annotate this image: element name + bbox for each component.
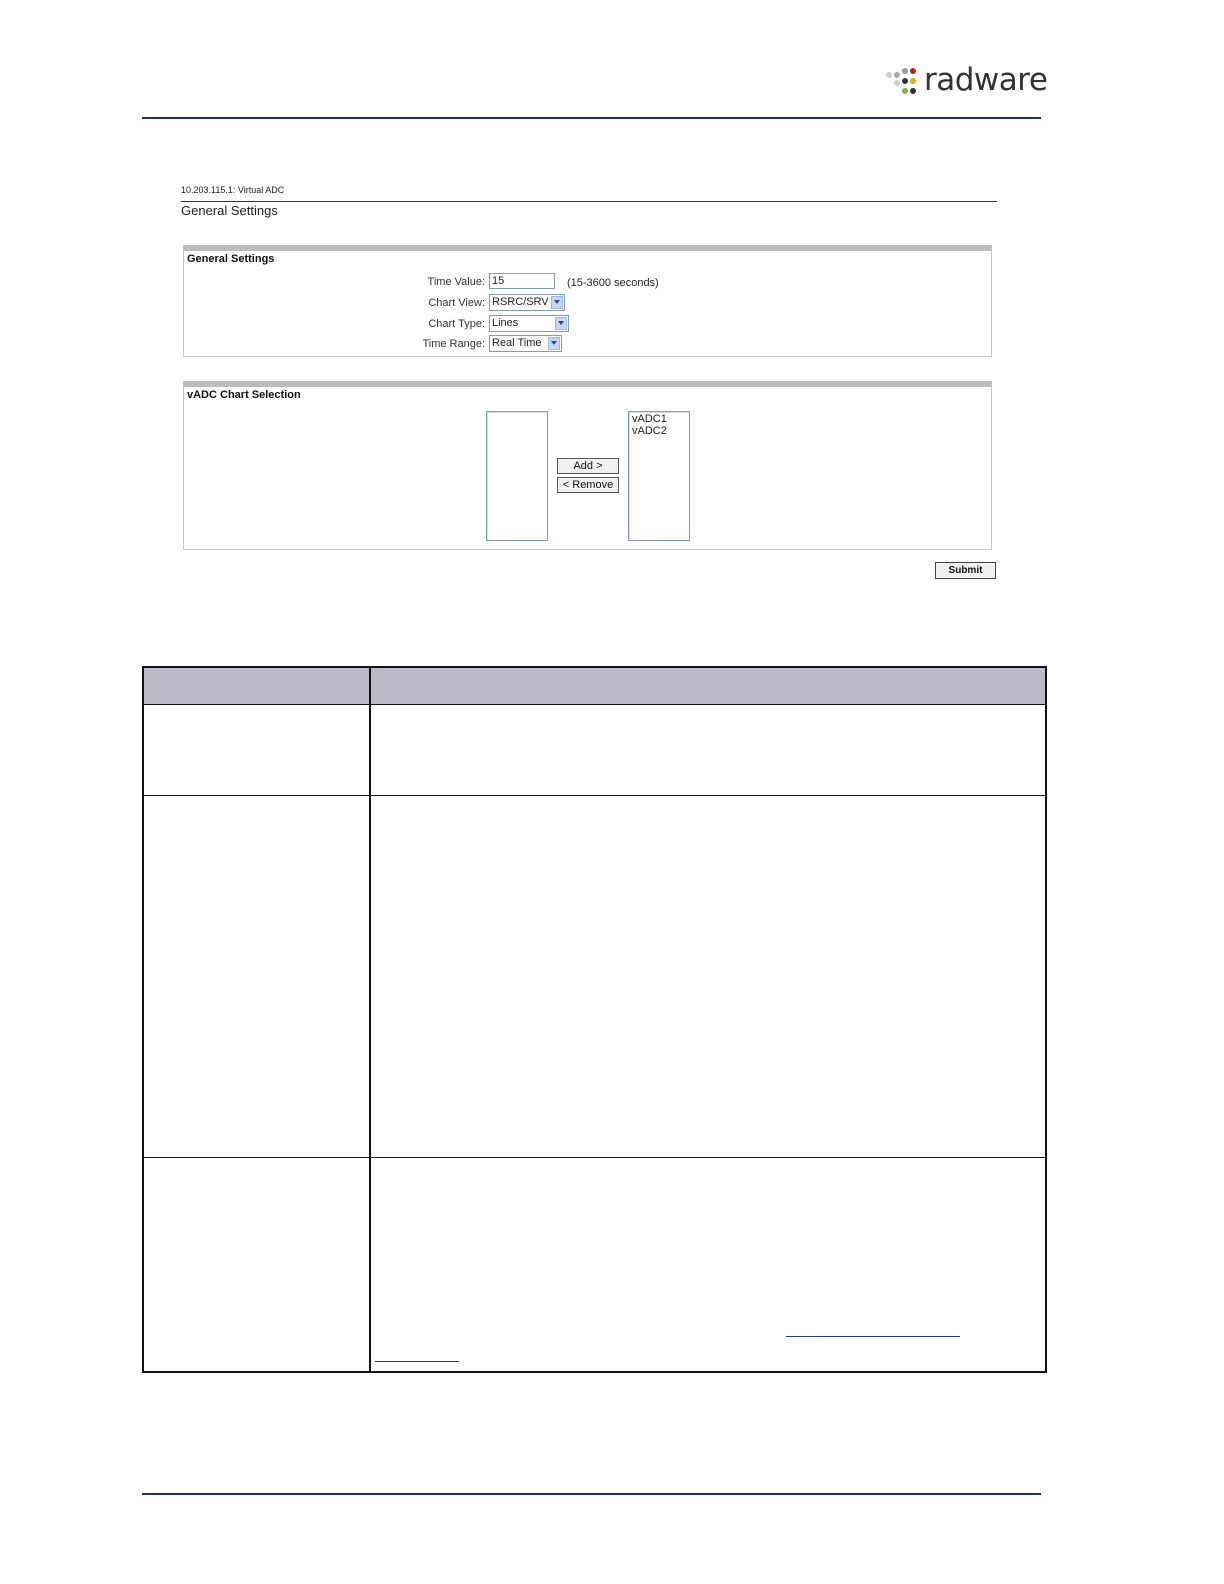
hyperlink-underline[interactable] — [375, 1361, 459, 1362]
chart-type-value: Lines — [492, 317, 519, 329]
list-item[interactable]: vADC1 — [632, 413, 667, 425]
chevron-down-icon[interactable] — [548, 337, 560, 350]
time-range-value: Real Time — [492, 337, 542, 349]
page-title: General Settings — [181, 203, 278, 218]
add-button[interactable]: Add > — [557, 458, 619, 474]
chart-view-label: Chart View: — [428, 297, 485, 309]
footer-rule — [142, 1493, 1041, 1495]
time-value-input[interactable]: 15 — [489, 273, 555, 289]
logo-dots-icon — [884, 68, 920, 96]
selected-vadc-list[interactable] — [628, 411, 690, 541]
time-value-hint: (15-3600 seconds) — [567, 277, 659, 289]
parameter-table — [142, 666, 1047, 1373]
breadcrumb: 10.203.115.1: Virtual ADC — [181, 185, 285, 195]
chart-view-select[interactable] — [489, 294, 565, 311]
chevron-down-icon[interactable] — [555, 317, 567, 330]
chart-view-value: RSRC/SRV — [492, 296, 549, 308]
title-divider — [181, 201, 997, 202]
vadc-selection-panel — [183, 381, 992, 550]
chart-type-label: Chart Type: — [428, 318, 485, 330]
time-value-row — [184, 273, 991, 293]
time-range-row — [184, 335, 991, 355]
chart-view-row — [184, 294, 991, 314]
list-item[interactable]: vADC2 — [632, 425, 667, 437]
time-range-select[interactable] — [489, 335, 562, 352]
table-header-row — [144, 668, 1045, 704]
time-range-label: Time Range: — [422, 338, 485, 350]
table-row — [144, 795, 1045, 1157]
panel-title: vADC Chart Selection — [187, 389, 301, 401]
general-settings-panel — [183, 245, 992, 357]
chevron-down-icon[interactable] — [551, 296, 563, 309]
chart-type-select[interactable] — [489, 315, 569, 332]
logo-text: radware — [924, 62, 1048, 98]
submit-button[interactable]: Submit — [935, 562, 996, 579]
remove-button[interactable]: < Remove — [557, 477, 619, 493]
time-value-label: Time Value: — [427, 276, 485, 288]
panel-title: General Settings — [187, 253, 275, 265]
radware-logo — [884, 62, 1048, 100]
table-row — [144, 1157, 1045, 1371]
table-row — [144, 704, 1045, 795]
hyperlink-underline[interactable] — [786, 1336, 960, 1337]
settings-screenshot — [176, 178, 1006, 588]
header-rule — [142, 117, 1041, 119]
chart-type-row — [184, 315, 991, 335]
available-vadc-list[interactable] — [486, 411, 548, 541]
